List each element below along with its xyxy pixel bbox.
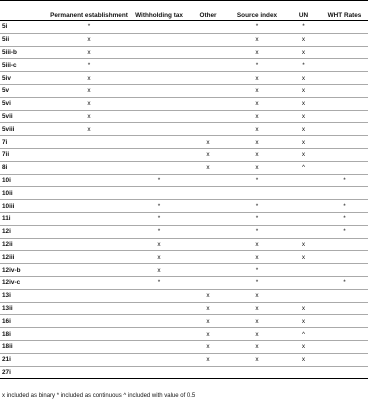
- table-cell: [321, 46, 368, 59]
- table-cell: x: [188, 136, 228, 149]
- table-cell: x: [286, 340, 321, 353]
- table-cell: [130, 21, 188, 34]
- table-row: [0, 276, 368, 289]
- table-row: [0, 174, 368, 187]
- table-cell: x: [286, 353, 321, 366]
- provision-label: 10iii: [0, 200, 48, 213]
- table-cell: [48, 353, 130, 366]
- table-cell: x: [228, 110, 286, 123]
- table-cell: x: [228, 84, 286, 97]
- table-cell: *: [321, 212, 368, 225]
- table-cell: x: [130, 251, 188, 264]
- table-cell: x: [228, 302, 286, 315]
- provision-label: 12iv-c: [0, 276, 48, 289]
- table-cell: [286, 187, 321, 200]
- table-cell: x: [188, 302, 228, 315]
- table-cell: [188, 200, 228, 213]
- table-cell: x: [228, 315, 286, 328]
- provision-label: 5iii-c: [0, 59, 48, 72]
- table-cell: [321, 328, 368, 341]
- table-cell: [321, 97, 368, 110]
- table-cell: [130, 46, 188, 59]
- table-cell: [130, 59, 188, 72]
- table-cell: x: [286, 148, 321, 161]
- table-cell: [321, 84, 368, 97]
- table-cell: *: [130, 200, 188, 213]
- other-column-header: Other: [188, 1, 228, 21]
- table-row: [0, 264, 368, 277]
- table-cell: x: [286, 72, 321, 85]
- table-cell: x: [228, 97, 286, 110]
- table-cell: [286, 276, 321, 289]
- table-cell: [188, 46, 228, 59]
- table-cell: x: [48, 46, 130, 59]
- source-index-column-header: Source index: [228, 1, 286, 21]
- table-cell: *: [321, 200, 368, 213]
- provision-label: 21i: [0, 353, 48, 366]
- table-cell: [130, 302, 188, 315]
- table-cell: [188, 33, 228, 46]
- table-cell: x: [286, 97, 321, 110]
- table-row: [0, 315, 368, 328]
- table-cell: [188, 84, 228, 97]
- table-cell: x: [48, 110, 130, 123]
- provision-label: 5vi: [0, 97, 48, 110]
- table-cell: x: [286, 136, 321, 149]
- provision-label: 18i: [0, 328, 48, 341]
- table-cell: [48, 212, 130, 225]
- table-cell: x: [228, 33, 286, 46]
- table-cell: *: [286, 59, 321, 72]
- table-cell: [321, 33, 368, 46]
- table-cell: x: [286, 123, 321, 136]
- table-cell: [48, 187, 130, 200]
- table-cell: x: [286, 84, 321, 97]
- table-cell: [130, 97, 188, 110]
- table-row: [0, 59, 368, 72]
- table-cell: [130, 315, 188, 328]
- table-cell: x: [228, 46, 286, 59]
- table-cell: [321, 366, 368, 379]
- table-cell: x: [188, 161, 228, 174]
- table-cell: [130, 340, 188, 353]
- table-cell: [321, 136, 368, 149]
- table-row: [0, 225, 368, 238]
- table-row: [0, 21, 368, 34]
- table-cell: *: [130, 174, 188, 187]
- table-cell: [48, 328, 130, 341]
- provision-label: 12iv-b: [0, 264, 48, 277]
- table-cell: [48, 238, 130, 251]
- table-cell: x: [228, 328, 286, 341]
- table-cell: [321, 315, 368, 328]
- table-cell: x: [188, 148, 228, 161]
- table-cell: [286, 212, 321, 225]
- table-cell: [321, 72, 368, 85]
- table-cell: [188, 110, 228, 123]
- provision-label: 7i: [0, 136, 48, 149]
- provision-label: 5vii: [0, 110, 48, 123]
- table-cell: [130, 72, 188, 85]
- provision-column-header: [0, 1, 48, 21]
- table-cell: [130, 366, 188, 379]
- table-cell: [188, 174, 228, 187]
- table-cell: [48, 264, 130, 277]
- table-cell: ^: [286, 161, 321, 174]
- table-cell: [188, 72, 228, 85]
- provision-label: 10i: [0, 174, 48, 187]
- table-cell: [130, 136, 188, 149]
- table-cell: [48, 148, 130, 161]
- table-cell: x: [228, 238, 286, 251]
- table-cell: [188, 238, 228, 251]
- table-cell: [48, 225, 130, 238]
- table-header: [0, 1, 368, 21]
- table-cell: [286, 366, 321, 379]
- table-cell: [188, 212, 228, 225]
- table-cell: x: [48, 33, 130, 46]
- table-row: [0, 353, 368, 366]
- table-cell: x: [48, 97, 130, 110]
- table-cell: *: [130, 212, 188, 225]
- table-cell: [188, 123, 228, 136]
- provision-label: 13ii: [0, 302, 48, 315]
- table-cell: [321, 251, 368, 264]
- table-cell: x: [286, 238, 321, 251]
- table-cell: [130, 161, 188, 174]
- table-row: [0, 46, 368, 59]
- table-row: [0, 366, 368, 379]
- table-cell: *: [321, 174, 368, 187]
- table-cell: [48, 174, 130, 187]
- table-cell: [286, 289, 321, 302]
- provision-label: 18ii: [0, 340, 48, 353]
- table-cell: x: [228, 136, 286, 149]
- table-cell: [130, 328, 188, 341]
- table-row: [0, 161, 368, 174]
- table-cell: [286, 264, 321, 277]
- provision-label: 5i: [0, 21, 48, 34]
- table-cell: *: [48, 21, 130, 34]
- table-cell: *: [321, 225, 368, 238]
- table-cell: *: [228, 212, 286, 225]
- table-cell: [130, 148, 188, 161]
- table-row: [0, 238, 368, 251]
- table-cell: x: [228, 340, 286, 353]
- table-cell: [130, 353, 188, 366]
- table-row: [0, 328, 368, 341]
- table-cell: x: [188, 315, 228, 328]
- table-cell: x: [286, 315, 321, 328]
- table-row: [0, 212, 368, 225]
- table-cell: *: [228, 225, 286, 238]
- table-cell: [321, 148, 368, 161]
- table-cell: x: [228, 251, 286, 264]
- table-row: [0, 200, 368, 213]
- table-cell: [321, 353, 368, 366]
- table-row: [0, 110, 368, 123]
- table-cell: [321, 21, 368, 34]
- table-row: [0, 289, 368, 302]
- table-cell: *: [228, 276, 286, 289]
- table-cell: x: [48, 84, 130, 97]
- table-cell: [130, 33, 188, 46]
- table-cell: [48, 200, 130, 213]
- table-row: [0, 97, 368, 110]
- table-cell: [48, 276, 130, 289]
- table-cell: x: [228, 289, 286, 302]
- table-cell: [321, 302, 368, 315]
- table-cell: *: [48, 59, 130, 72]
- table-cell: [130, 289, 188, 302]
- provision-label: 7ii: [0, 148, 48, 161]
- table-cell: *: [228, 174, 286, 187]
- table-row: [0, 251, 368, 264]
- table-cell: x: [286, 46, 321, 59]
- table-cell: [48, 315, 130, 328]
- table-cell: x: [286, 110, 321, 123]
- table-cell: [130, 187, 188, 200]
- table-row: [0, 340, 368, 353]
- provision-label: 11i: [0, 212, 48, 225]
- table-cell: [321, 238, 368, 251]
- table-cell: x: [48, 72, 130, 85]
- table-cell: [321, 110, 368, 123]
- table-row: [0, 72, 368, 85]
- table-cell: [321, 340, 368, 353]
- table-cell: *: [228, 21, 286, 34]
- table-cell: x: [228, 72, 286, 85]
- table-cell: [321, 123, 368, 136]
- table-cell: x: [188, 289, 228, 302]
- table-cell: [130, 84, 188, 97]
- header-row: [0, 1, 368, 21]
- table-cell: x: [286, 251, 321, 264]
- table-row: [0, 84, 368, 97]
- un-column-header: UN: [286, 1, 321, 21]
- provision-label: 12ii: [0, 238, 48, 251]
- provision-label: 12i: [0, 225, 48, 238]
- permanent-establishment-column-header: Permanent establishment: [48, 1, 130, 21]
- table-body: [0, 21, 368, 379]
- table-cell: x: [188, 340, 228, 353]
- provision-label: 8i: [0, 161, 48, 174]
- table-cell: [321, 289, 368, 302]
- table-cell: [321, 59, 368, 72]
- table-cell: x: [188, 328, 228, 341]
- provision-label: 10ii: [0, 187, 48, 200]
- table-cell: [188, 225, 228, 238]
- table-cell: [188, 21, 228, 34]
- provision-label: 13i: [0, 289, 48, 302]
- table-cell: x: [228, 161, 286, 174]
- table-cell: [188, 187, 228, 200]
- table-cell: [48, 136, 130, 149]
- table-cell: *: [130, 276, 188, 289]
- table-cell: *: [228, 59, 286, 72]
- table-cell: [48, 366, 130, 379]
- table-row: [0, 148, 368, 161]
- provision-label: 5iv: [0, 72, 48, 85]
- provision-label: 12iii: [0, 251, 48, 264]
- provision-label: 5v: [0, 84, 48, 97]
- table-cell: x: [228, 148, 286, 161]
- table-cell: [228, 366, 286, 379]
- provision-label: 5ii: [0, 33, 48, 46]
- table-cell: [48, 251, 130, 264]
- table-cell: [286, 225, 321, 238]
- table-cell: [321, 161, 368, 174]
- table-cell: [321, 264, 368, 277]
- table-cell: x: [130, 238, 188, 251]
- table-cell: x: [130, 264, 188, 277]
- provision-label: 5viii: [0, 123, 48, 136]
- table-cell: [188, 59, 228, 72]
- provision-label: 16i: [0, 315, 48, 328]
- wht-rates-column-header: WHT Rates: [321, 1, 368, 21]
- table-cell: x: [228, 123, 286, 136]
- withholding-tax-column-header: Withholding tax: [130, 1, 188, 21]
- table-cell: [188, 264, 228, 277]
- provision-label: 5iii-b: [0, 46, 48, 59]
- table-cell: [286, 174, 321, 187]
- table-cell: [188, 276, 228, 289]
- table-cell: ^: [286, 328, 321, 341]
- table-cell: *: [286, 21, 321, 34]
- table-cell: [48, 161, 130, 174]
- table-cell: [48, 302, 130, 315]
- table-cell: x: [286, 33, 321, 46]
- table-cell: [48, 289, 130, 302]
- table-cell: x: [48, 123, 130, 136]
- table-cell: [130, 123, 188, 136]
- table-cell: x: [228, 353, 286, 366]
- table-cell: [188, 366, 228, 379]
- table-cell: [48, 340, 130, 353]
- provision-label: 27i: [0, 366, 48, 379]
- table-cell: [188, 251, 228, 264]
- table-cell: [188, 97, 228, 110]
- table-cell: *: [228, 264, 286, 277]
- table-row: [0, 187, 368, 200]
- table-cell: [286, 200, 321, 213]
- table-cell: [130, 110, 188, 123]
- table-row: [0, 123, 368, 136]
- table-cell: *: [321, 276, 368, 289]
- table-cell: [321, 187, 368, 200]
- table-footnote: x included as binary * included as continuous ^ included with value of 0.5: [2, 393, 196, 399]
- table-cell: *: [228, 200, 286, 213]
- table-cell: x: [188, 353, 228, 366]
- table-row: [0, 33, 368, 46]
- table-cell: *: [130, 225, 188, 238]
- table-row: [0, 136, 368, 149]
- table-cell: x: [286, 302, 321, 315]
- table-row: [0, 302, 368, 315]
- table-cell: [228, 187, 286, 200]
